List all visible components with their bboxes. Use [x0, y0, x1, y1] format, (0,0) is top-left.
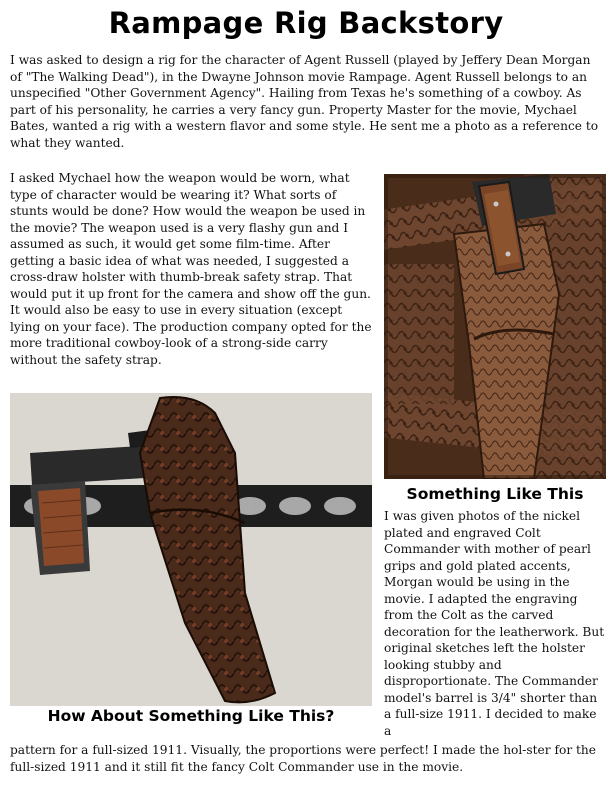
design-paragraph: I was given photos of the nickel plated and engraved Colt Commander with mother of pearl grips and gold plated accents, Morgan would be using in the movie. I adapted the engraving from the Colt as the carved decoration for the leatherwork. But original sketches left the holster looking stubby and disproportionate. The Commander model's barrel is 3/4" shorter than a full-size 1911. I decided to make a [384, 509, 605, 738]
intro-paragraph: I was asked to design a rig for the character of Agent Russell (played by Jeffery Dean Morgan of "The Walking Dead"), in the Dwayne Johnson movie Rampage. Agent Russell belongs to an unspecified "Other Government Agency". Hailing from Texas he's something of a cowboy. As part of his personality, he carries a very fancy gun. Property Master for the movie, Mychael Bates, wanted a rig with a western flavor and some style. He sent me a photo as a reference to what they wanted. [10, 53, 599, 150]
proposed-holster-illustration [10, 393, 372, 706]
proposed-holster-caption: How About Something Like This? [47, 707, 335, 725]
reference-rig-photo [384, 174, 606, 479]
page-title: Rampage Rig Backstory [108, 6, 504, 40]
proposed-holster-photo [10, 393, 372, 706]
reference-rig-caption: Something Like This [406, 485, 584, 503]
reference-rig-illustration [384, 174, 606, 479]
consultation-paragraph: I asked Mychael how the weapon would be worn, what type of character would be wearing it? What sorts of stunts would be done? How would the weapon be used in the movie? The weapon used is a very flashy gun and I assumed as such, it would get some film-time. After getting a basic idea of what was needed, I suggested a cross-draw holster with thumb-break safety strap. That would put it up front for the camera and show off the gun. It would also be easy to use in every situation (except lying on your face). The production company opted for the more traditional cowboy-look of a strong-side carry without the safety strap. [10, 171, 372, 367]
conclusion-paragraph: pattern for a full-sized 1911. Visually, the proportions were perfect! I made the hol-ster for the full-sized 1911 and it still fit the fancy Colt Commander use in the movie. [10, 743, 596, 774]
